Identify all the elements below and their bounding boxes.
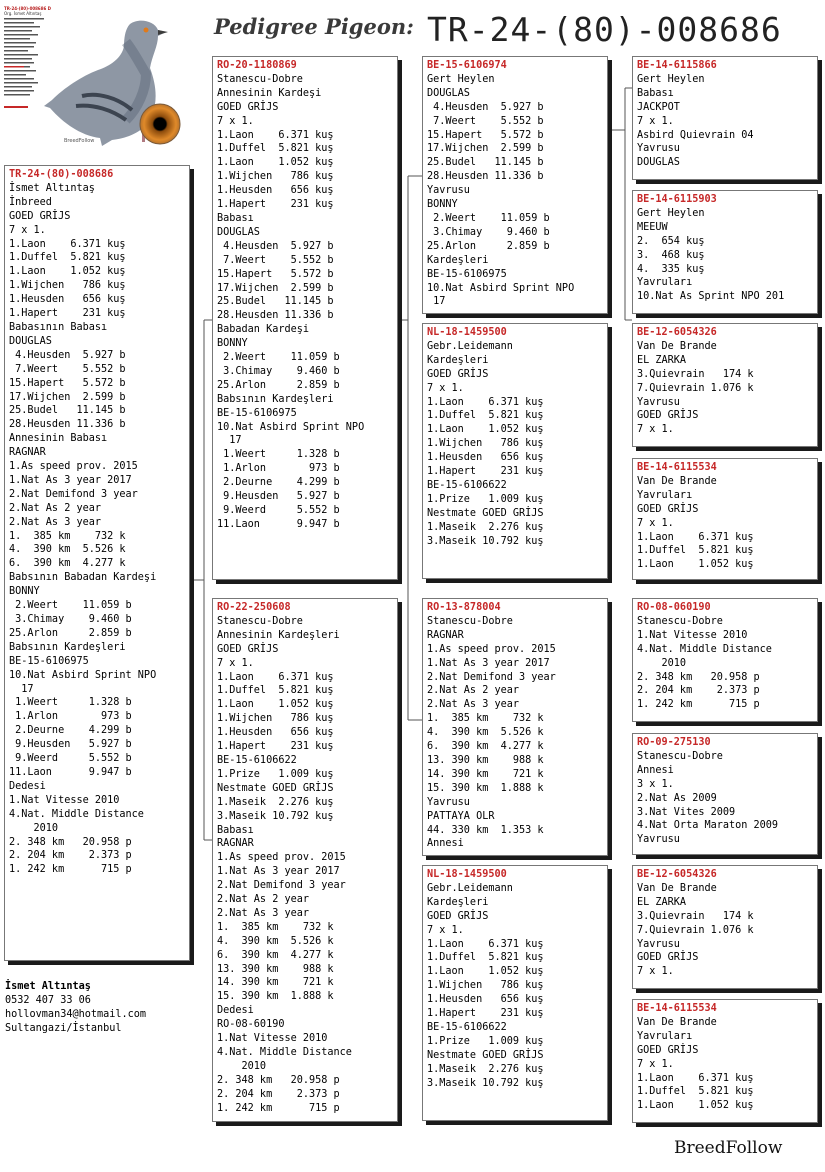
detail-line: 2.Deurne 4.299 b [9, 725, 132, 737]
detail-line: 4.Nat Orta Maraton 2009 [637, 820, 779, 832]
detail-line: 1.Nat Vitesse 2010 [217, 1033, 328, 1045]
detail-line: Dedesi [9, 780, 46, 792]
detail-line: 1.Heusden 656 kuş [9, 294, 126, 306]
detail-line: 25.Arlon 2.859 b [427, 240, 550, 252]
owner-info [5, 980, 146, 1036]
sds-card [632, 323, 818, 447]
detail-line: 4.Heusden 5.927 b [427, 101, 544, 113]
detail-line: Gert Heylen [637, 207, 705, 219]
detail-line: JACKPOT [637, 101, 680, 113]
detail-line: GOED GRİJS [9, 210, 71, 222]
detail-line: 10.Nat Asbird Sprint NPO [9, 669, 157, 681]
sds-ring: BE-12-6054326 [637, 327, 717, 338]
detail-line: RO-08-60190 [217, 1019, 285, 1031]
detail-line: 11.Laon 9.947 b [9, 766, 132, 778]
detail-line: 1.Weert 1.328 b [217, 449, 340, 461]
detail-line: 25.Budel 11.145 b [427, 157, 544, 169]
dam-ring: RO-22-250608 [217, 602, 291, 613]
main-ring: TR-24-(80)-008686 [9, 169, 114, 180]
detail-line: 7 x 1. [637, 115, 674, 127]
sire-ring: RO-20-1180869 [217, 60, 297, 71]
detail-line: BE-15-6106622 [427, 479, 507, 491]
detail-line: Asbird Quievrain 04 [637, 129, 754, 141]
sss-ring: BE-14-6115866 [637, 60, 717, 71]
detail-line: 4.Heusden 5.927 b [217, 240, 334, 252]
dsd-card [632, 733, 818, 855]
detail-line: 14. 390 km 721 k [427, 768, 544, 780]
detail-line: Nestmate GOED GRİJS [427, 1049, 544, 1061]
owner-phone: 0532 407 33 06 [5, 994, 91, 1006]
detail-line: 1.Laon 1.052 kuş [427, 424, 544, 436]
main-details [9, 182, 186, 877]
detail-line: 1. 385 km 732 k [9, 530, 126, 542]
owner-email[interactable]: hollovman34@hotmail.com [5, 1008, 147, 1020]
dam-card [212, 598, 398, 1122]
detail-line: Yavrusu [637, 143, 680, 155]
detail-line: Babsının Kardeşleri [217, 393, 334, 405]
detail-line: 15. 390 km 1.888 k [427, 782, 544, 794]
detail-line: 7 x 1. [637, 517, 674, 529]
detail-line: 1.Heusden 656 kuş [217, 727, 334, 739]
detail-line: 2.Nat As 2009 [637, 792, 717, 804]
detail-line: 1.Hapert 231 kuş [217, 199, 334, 211]
detail-line: 1.Nat Vitesse 2010 [637, 629, 748, 641]
detail-line: 7 x 1. [9, 224, 46, 236]
ssd-details [637, 207, 814, 304]
detail-line: 2. 204 km 2.373 p [217, 1088, 340, 1100]
detail-line: Annesi [637, 764, 674, 776]
detail-line: Gebr.Leidemann [427, 882, 513, 894]
detail-line: Yavruları [637, 489, 693, 501]
detail-line: 9.Heusden 5.927 b [9, 739, 132, 751]
detail-line: 1.Wijchen 786 kuş [217, 713, 334, 725]
detail-line: 1.Heusden 656 kuş [217, 185, 334, 197]
detail-line: BE-15-6106975 [217, 407, 297, 419]
dam-dam-card [422, 865, 608, 1121]
detail-line: DOUGLAS [9, 335, 52, 347]
detail-line: Kardeşleri [427, 896, 489, 908]
detail-line: 1.Laon 6.371 kuş [637, 1072, 754, 1084]
detail-line: GOED GRİJS [637, 952, 699, 964]
detail-line: 17.Wijchen 2.599 b [427, 143, 544, 155]
detail-line: 25.Arlon 2.859 b [217, 379, 340, 391]
dss-details [637, 615, 814, 712]
detail-line: 25.Budel 11.145 b [217, 296, 334, 308]
detail-line: 1.Prize 1.009 kuş [427, 493, 544, 505]
detail-line: 1.Duffel 5.821 kuş [637, 1086, 754, 1098]
detail-line: 1.Hapert 231 kuş [427, 1008, 544, 1020]
page-title-label: Pedigree Pigeon: [214, 14, 414, 39]
detail-line: 4. 335 kuş [637, 263, 705, 275]
detail-line: 1.Laon 6.371 kuş [427, 396, 544, 408]
detail-line: 1. 385 km 732 k [427, 713, 544, 725]
sire-dam-ring: NL-18-1459500 [427, 327, 507, 338]
detail-line: Babadan Kardeşi [217, 324, 310, 336]
detail-line: Babasının Babası [9, 321, 108, 333]
detail-line: 1. 242 km 715 p [9, 864, 132, 876]
detail-line: Yavrusu [427, 796, 470, 808]
detail-line: 2.Nat As 2 year [217, 894, 310, 906]
detail-line: 15.Hapert 5.572 b [9, 377, 126, 389]
detail-line: 4.Nat. Middle Distance [637, 643, 772, 655]
sdd-ring: BE-14-6115534 [637, 462, 717, 473]
detail-line: 2.Nat As 3 year [9, 516, 102, 528]
detail-line: 1.Laon 1.052 kuş [637, 1100, 754, 1112]
detail-line: 3.Nat Vites 2009 [637, 806, 736, 818]
detail-line: 7.Weert 5.552 b [427, 115, 544, 127]
detail-line: 1.Nat Vitesse 2010 [9, 794, 120, 806]
detail-line: GOED GRİJS [637, 410, 699, 422]
photo-brand: BreedFollow [64, 138, 95, 144]
detail-line: Stanescu-Dobre [637, 615, 723, 627]
detail-line: 1.Duffel 5.821 kuş [427, 410, 544, 422]
detail-line: 2.Deurne 4.299 b [217, 477, 340, 489]
detail-line: 3.Chimay 9.460 b [427, 226, 550, 238]
detail-line: Babsının Kardeşleri [9, 641, 126, 653]
detail-line: 25.Budel 11.145 b [9, 405, 126, 417]
detail-line: DOUGLAS [637, 157, 680, 169]
detail-line: 1.Wijchen 786 kuş [9, 280, 126, 292]
brand-footer: BreedFollow [674, 1138, 783, 1158]
ddd-ring: BE-14-6115534 [637, 1003, 717, 1014]
detail-line: 1.Hapert 231 kuş [217, 741, 334, 753]
detail-line: 7 x 1. [637, 1058, 674, 1070]
detail-line: 1.Nat As 3 year 2017 [217, 866, 340, 878]
detail-line: 1.As speed prov. 2015 [217, 852, 346, 864]
detail-line: 1.Laon 1.052 kuş [427, 966, 544, 978]
detail-line: Van De Brande [637, 340, 717, 352]
detail-line: 15. 390 km 1.888 k [217, 991, 334, 1003]
detail-line: 7 x 1. [637, 424, 674, 436]
detail-line: 9.Weerd 5.552 b [217, 505, 340, 516]
detail-line: 1.Heusden 656 kuş [427, 994, 544, 1006]
dss-card [632, 598, 818, 722]
detail-line: İsmet Altıntaş [9, 182, 95, 194]
detail-line: 4. 390 km 5.526 k [9, 544, 126, 556]
detail-line: GOED GRİJS [217, 101, 279, 113]
detail-line: Yavrusu [427, 185, 470, 197]
detail-line: 2.Nat Demifond 3 year [427, 671, 556, 683]
detail-line: 7 x 1. [217, 115, 254, 127]
detail-line: RAGNAR [9, 447, 46, 459]
detail-line: 3.Chimay 9.460 b [217, 365, 340, 377]
dam-sire-ring: RO-13-878004 [427, 602, 501, 613]
detail-line: 2.Nat As 3 year [217, 907, 310, 919]
detail-line: 4.Nat. Middle Distance [217, 1047, 352, 1058]
dam-details [217, 615, 394, 1116]
sss-details [637, 73, 814, 170]
detail-line: Annesinin Kardeşleri [217, 629, 340, 641]
dds-details [637, 882, 814, 979]
detail-line: 7.Quievrain 1.076 k [637, 924, 754, 936]
detail-line: 1.Duffel 5.821 kuş [217, 685, 334, 697]
detail-line: Annesinin Babası [9, 433, 108, 445]
detail-line: EL ZARKA [637, 896, 687, 908]
detail-line: Kardeşleri [427, 254, 489, 266]
detail-line: 1. 385 km 732 k [217, 921, 334, 933]
detail-line: 2.Nat Demifond 3 year [9, 488, 138, 500]
detail-line: 7.Quievrain 1.076 k [637, 382, 754, 394]
owner-name: İsmet Altıntaş [5, 981, 91, 992]
detail-line: Babası [217, 212, 254, 224]
detail-line: 1.As speed prov. 2015 [427, 643, 556, 655]
detail-line: Babsının Babadan Kardeşi [9, 572, 157, 584]
detail-line: 1.Wijchen 786 kuş [427, 980, 544, 992]
detail-line: EL ZARKA [637, 354, 687, 366]
detail-line: 1.Laon 1.052 kuş [217, 699, 334, 711]
detail-line: Van De Brande [637, 882, 717, 894]
sire-sire-card [422, 56, 608, 314]
detail-line: 17.Wijchen 2.599 b [217, 282, 334, 294]
photo-ring: TR-24-(80)-008686 D [4, 6, 51, 11]
detail-line: GOED GRİJS [217, 643, 279, 655]
detail-line: Babası [637, 87, 674, 99]
page-title-ring: TR-24-(80)-008686 [427, 10, 782, 49]
detail-line: 1. 242 km 715 p [637, 699, 760, 711]
detail-line: 2. 204 km 2.373 p [637, 685, 760, 697]
sire-dam-details [427, 340, 604, 549]
detail-line: 10.Nat As Sprint NPO 201 [637, 291, 785, 303]
detail-line: 1.Laon 6.371 kuş [217, 129, 334, 141]
detail-line: 10.Nat Asbird Sprint NPO [217, 421, 365, 433]
detail-line: Van De Brande [637, 1016, 717, 1028]
detail-line: 3. 468 kuş [637, 249, 705, 261]
detail-line: MEEUW [637, 221, 668, 233]
detail-line: 1.Duffel 5.821 kuş [637, 545, 754, 557]
detail-line: 3.Quievrain 174 k [637, 368, 754, 380]
detail-line: Annesinin Kardeşi [217, 87, 322, 99]
detail-line: Gert Heylen [637, 73, 705, 85]
detail-line: 44. 330 km 1.353 k [427, 824, 544, 836]
detail-line: 2. 204 km 2.373 p [9, 850, 132, 862]
detail-line: 4.Heusden 5.927 b [9, 349, 126, 361]
detail-line: 2010 [9, 822, 59, 834]
sdd-card [632, 458, 818, 580]
detail-line: Yavrusu [637, 938, 680, 950]
detail-line: BONNY [9, 586, 40, 598]
detail-line: Yavruları [637, 1030, 693, 1042]
detail-line: 1.Laon 6.371 kuş [637, 531, 754, 543]
detail-line: 28.Heusden 11.336 b [9, 419, 126, 431]
detail-line: 17 [427, 296, 446, 308]
sire-sire-details [427, 73, 604, 309]
detail-line: GOED GRİJS [637, 1044, 699, 1056]
detail-line: 7.Weert 5.552 b [9, 363, 126, 375]
detail-line: 7 x 1. [217, 657, 254, 669]
detail-line: 1.Laon 6.371 kuş [9, 238, 126, 250]
detail-line: Stanescu-Dobre [427, 615, 513, 627]
detail-line: 3 x 1. [637, 778, 674, 790]
detail-line: 1.Arlon 973 b [9, 711, 132, 723]
dsd-ring: RO-09-275130 [637, 737, 711, 748]
detail-line: GOED GRİJS [427, 910, 489, 922]
detail-line: 15.Hapert 5.572 b [427, 129, 544, 141]
detail-line: 1.Weert 1.328 b [9, 697, 132, 709]
detail-line: 1.Duffel 5.821 kuş [9, 252, 126, 264]
detail-line: Dedesi [217, 1005, 254, 1017]
detail-line: 2. 348 km 20.958 p [637, 671, 760, 683]
detail-line: 1.Laon 1.052 kuş [217, 157, 334, 169]
detail-line: 4.Nat. Middle Distance [9, 808, 144, 820]
detail-line: 3.Maseik 10.792 kuş [427, 535, 544, 547]
detail-line: 1.Laon 1.052 kuş [637, 559, 754, 571]
detail-line: GOED GRİJS [427, 368, 489, 380]
detail-line: GOED GRİJS [637, 503, 699, 515]
photo-owner: Org. İsmet Altıntaş [4, 11, 42, 16]
detail-line: 1.Laon 6.371 kuş [427, 938, 544, 950]
detail-line: 1.Prize 1.009 kuş [217, 768, 334, 780]
detail-line: RAGNAR [427, 629, 464, 641]
detail-line: RAGNAR [217, 838, 254, 850]
ddd-card [632, 999, 818, 1123]
detail-line: BE-15-6106622 [427, 1021, 507, 1033]
detail-line: PATTAYA OLR [427, 810, 495, 822]
detail-line: 1.Maseik 2.276 kuş [427, 1063, 544, 1075]
detail-line: 1.Prize 1.009 kuş [427, 1035, 544, 1047]
dds-ring: BE-12-6054326 [637, 869, 717, 880]
detail-line: 1.Arlon 973 b [217, 463, 340, 475]
detail-line: 1.Laon 1.052 kuş [9, 266, 126, 278]
sire-card [212, 56, 398, 580]
detail-line: 3.Chimay 9.460 b [9, 614, 132, 625]
detail-line: 17.Wijchen 2.599 b [9, 391, 126, 403]
detail-line: Van De Brande [637, 475, 717, 487]
detail-line: 7.Weert 5.552 b [217, 254, 334, 266]
sss-card [632, 56, 818, 180]
detail-line: 9.Heusden 5.927 b [217, 491, 340, 503]
dam-sire-card [422, 598, 608, 856]
detail-line: 25.Arlon 2.859 b [9, 627, 132, 639]
detail-line: Stanescu-Dobre [217, 615, 303, 627]
detail-line: 28.Heusden 11.336 b [217, 310, 334, 322]
detail-line: 3.Maseik 10.792 kuş [217, 810, 334, 822]
owner-city: Sultangazi/İstanbul [5, 1022, 122, 1034]
detail-line: 4. 390 km 5.526 k [217, 935, 334, 947]
detail-line: Stanescu-Dobre [217, 73, 303, 85]
detail-line: 2.Weert 11.059 b [217, 352, 340, 364]
detail-line: 2010 [637, 657, 687, 669]
dds-card [632, 865, 818, 989]
detail-line: 2.Nat As 3 year [427, 699, 520, 711]
detail-line: 17 [217, 435, 242, 447]
detail-line: Gebr.Leidemann [427, 340, 513, 352]
ssd-ring: BE-14-6115903 [637, 194, 717, 205]
detail-line: Nestmate GOED GRİJS [217, 782, 334, 794]
sire-details [217, 73, 394, 532]
detail-line: 11.Laon 9.947 b [217, 518, 340, 530]
detail-line: 13. 390 km 988 k [427, 754, 544, 766]
detail-line: 6. 390 km 4.277 k [427, 741, 544, 753]
detail-line: 10.Nat Asbird Sprint NPO [427, 282, 575, 294]
detail-line: 15.Hapert 5.572 b [217, 268, 334, 280]
sire-dam-card [422, 323, 608, 579]
detail-line: 13. 390 km 988 k [217, 963, 334, 975]
detail-line: 1.Wijchen 786 kuş [427, 438, 544, 450]
detail-line: 1. 242 km 715 p [217, 1102, 340, 1114]
dsd-details [637, 750, 814, 847]
ssd-card [632, 190, 818, 314]
detail-line: 1.Nat As 3 year 2017 [9, 474, 132, 486]
dss-ring: RO-08-060190 [637, 602, 711, 613]
detail-line: Kardeşleri [427, 354, 489, 366]
detail-line: 7 x 1. [427, 924, 464, 936]
detail-line: 1.As speed prov. 2015 [9, 461, 138, 473]
detail-line: 2.Nat As 2 year [427, 685, 520, 697]
detail-line: Nestmate GOED GRİJS [427, 507, 544, 519]
detail-line: Annesi [427, 838, 464, 850]
detail-line: 2.Weert 11.059 b [9, 600, 132, 612]
detail-line: BE-15-6106975 [9, 655, 89, 667]
detail-line: 4. 390 km 5.526 k [427, 727, 544, 739]
detail-line: Yavrusu [637, 396, 680, 408]
detail-line: 1.Maseik 2.276 kuş [427, 521, 544, 533]
detail-line: 1.Hapert 231 kuş [9, 308, 126, 320]
detail-line: 6. 390 km 4.277 k [9, 558, 126, 570]
detail-line: 1.Duffel 5.821 kuş [427, 952, 544, 964]
detail-line: 2010 [217, 1060, 267, 1072]
detail-line: DOUGLAS [427, 87, 470, 99]
detail-line: 1.Duffel 5.821 kuş [217, 143, 334, 155]
sdd-details [637, 475, 814, 572]
dam-dam-ring: NL-18-1459500 [427, 869, 507, 880]
detail-line: 7 x 1. [427, 382, 464, 394]
detail-line: 2.Nat Demifond 3 year [217, 880, 346, 892]
dam-sire-details [427, 615, 604, 851]
sds-details [637, 340, 814, 437]
detail-line: BONNY [427, 199, 458, 211]
detail-line: 1.Wijchen 786 kuş [217, 171, 334, 183]
detail-line: 1.Hapert 231 kuş [427, 466, 544, 478]
detail-line: BONNY [217, 338, 248, 350]
detail-line: Babası [217, 824, 254, 836]
main-pigeon-card [4, 165, 190, 961]
detail-line: 2.Weert 11.059 b [427, 212, 550, 224]
detail-line: BE-15-6106975 [427, 268, 507, 280]
detail-line: 3.Quievrain 174 k [637, 910, 754, 922]
detail-line: 2. 348 km 20.958 p [9, 836, 132, 848]
detail-line: Stanescu-Dobre [637, 750, 723, 762]
detail-line: 1.Nat As 3 year 2017 [427, 657, 550, 669]
detail-line: 2.Nat As 2 year [9, 502, 102, 514]
ddd-details [637, 1016, 814, 1113]
detail-line: Yavruları [637, 277, 693, 289]
detail-line: 1.Heusden 656 kuş [427, 452, 544, 464]
detail-line: İnbreed [9, 196, 52, 208]
detail-line: 1.Laon 6.371 kuş [217, 671, 334, 683]
detail-line: 1.Maseik 2.276 kuş [217, 796, 334, 808]
detail-line: 6. 390 km 4.277 k [217, 949, 334, 961]
detail-line: 7 x 1. [637, 966, 674, 978]
detail-line: BE-15-6106622 [217, 754, 297, 766]
detail-line: DOUGLAS [217, 226, 260, 238]
detail-line: Yavrusu [637, 834, 680, 846]
dam-dam-details [427, 882, 604, 1091]
sire-sire-ring: BE-15-6106974 [427, 60, 507, 71]
detail-line: 9.Weerd 5.552 b [9, 753, 132, 765]
detail-line: 17 [9, 683, 34, 695]
detail-line: 28.Heusden 11.336 b [427, 171, 544, 183]
detail-line: 2. 654 kuş [637, 235, 705, 247]
detail-line: Gert Heylen [427, 73, 495, 85]
detail-line: 3.Maseik 10.792 kuş [427, 1077, 544, 1089]
detail-line: 2. 348 km 20.958 p [217, 1074, 340, 1086]
detail-line: 14. 390 km 721 k [217, 977, 334, 989]
